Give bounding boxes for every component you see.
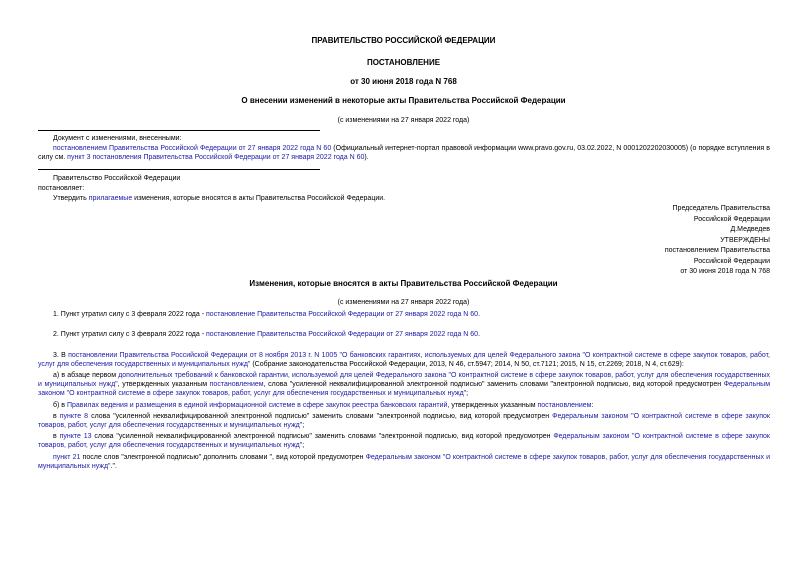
pb-mid: , утвержденных указанным — [447, 402, 538, 409]
pc-link-1[interactable]: пункте 8 — [59, 413, 89, 420]
changes-note-text — [38, 144, 770, 162]
annex-item-13 — [38, 432, 770, 450]
pb-link-1[interactable]: Правилах ведения и размещения в единой информационной системе в сфере закупок реестра банковских гарантий — [66, 402, 448, 409]
annex-subparagraph-b — [38, 401, 770, 410]
doc-title: О внесении изменений в некоторые акты Правительства Российской Федерации — [241, 96, 566, 105]
pd-link-2[interactable]: Федеральным законом "О контрактной системе в сфере закупок товаров, работ, услуг для обеспечения государственных и муниципальных нужд" — [38, 433, 770, 449]
changes-note-link-1[interactable]: постановлением Правительства Российской Федерации от 27 января 2022 года N 60 — [53, 145, 332, 152]
p1-link[interactable]: постановление Правительства Российской Федерации от 27 января 2022 года N 60 — [206, 311, 479, 318]
pa-end: ; — [466, 390, 469, 397]
annex-item-8 — [38, 412, 770, 430]
pa-link-2[interactable]: постановлением — [209, 381, 264, 388]
pa-link-1[interactable]: дополнительных требований к банковской гарантии, используемой для целей Федерального закона "О контрактной системе в сфере закупок товаров, работ, услуг для обеспечения государственных и муниципальных нужд" — [38, 372, 770, 388]
pa-mid-2: , слова "усиленной неквалифицированной электронной подписью" заменить словами "электронной подписью, вид которой предусмотрен — [263, 381, 724, 388]
signature-line-2: Российской Федерации — [693, 216, 770, 223]
annex-paragraph-1 — [53, 310, 480, 319]
doc-edition: (с изменениями на 27 января 2022 года) — [337, 117, 470, 124]
pe-link-2[interactable]: Федеральным законом "О контрактной системе в сфере закупок товаров, работ, услуг для обеспечения государственных и муниципальных нужд" — [38, 454, 771, 470]
approved-stamp: УТВЕРЖДЕНЫ — [720, 237, 770, 244]
annex-item-21 — [38, 453, 770, 471]
pd-mid: слова "усиленной неквалифицированной электронной подписью" заменить словами "электронной подписью, вид которой предусмотрен — [91, 433, 554, 440]
changes-note-link-2[interactable]: пункт 3 постановления Правительства Российской Федерации от 27 января 2022 года N 60 — [67, 154, 365, 161]
pd-link-1[interactable]: пункте 13 — [59, 433, 92, 440]
pe-mid: после слов "электронной подписью" дополнить словами ", вид которой предусмотрен — [80, 454, 366, 461]
body-line-1: Правительство Российской Федерации — [53, 175, 181, 182]
p3-end: (Собрание законодательства Российской Федерации, 2013, N 46, ст.5947; 2014, N 50, ст.7121; 2015, N 15, ст.2269; 2018, N 4, ст.629): — [250, 361, 684, 368]
body-line-2: постановляет: — [38, 185, 85, 192]
separator-line — [38, 130, 320, 131]
pc-link-2[interactable]: Федеральным законом "О контрактной системе в сфере закупок товаров, работ, услуг для обеспечения государственных и муниципальных нужд" — [38, 413, 770, 429]
government-heading: ПРАВИТЕЛЬСТВО РОССИЙСКОЙ ФЕДЕРАЦИИ — [311, 36, 496, 45]
annex-paragraph-2 — [53, 330, 480, 339]
pd-text: в — [53, 433, 60, 440]
pa-text: а) в абзаце первом — [53, 372, 119, 379]
changes-note-text-1: (Официальный интернет-портал правовой информации www.pravo.gov.ru, 03.02.2022, N 0001202202030005) (о порядке вступления в силу см. — [38, 145, 770, 161]
pb-text: б) в — [53, 402, 67, 409]
p2-text: 2. Пункт утратил силу с 3 февраля 2022 года - — [53, 331, 207, 338]
approved-line-3: Российской Федерации — [693, 258, 770, 265]
changes-note-label: Документ с изменениями, внесенными: — [53, 135, 182, 142]
annex-paragraph-3 — [38, 351, 770, 369]
signature-line-1: Председатель Правительства — [672, 205, 770, 212]
pa-link-3[interactable]: Федеральным законом "О контрактной системе в сфере закупок товаров, работ, услуг для обеспечения государственных и муниципальных нужд" — [38, 381, 770, 397]
p3-link[interactable]: постановлении Правительства Российской Федерации от 8 ноября 2013 г. N 1005 "О банковских гарантиях, используемых для целей Федерального закона "О контрактной системе в сфере закупок товаров, работ, услуг для обеспечения государственных и муниципальных нужд" — [38, 352, 770, 368]
p2-end: . — [478, 331, 481, 338]
pb-link-2[interactable]: постановлением — [537, 402, 592, 409]
pe-link-1[interactable]: пункт 21 — [53, 454, 81, 461]
p2-link[interactable]: постановление Правительства Российской Федерации от 27 января 2022 года N 60 — [206, 331, 479, 338]
separator-line — [38, 169, 320, 170]
changes-note-text-2: ). — [364, 154, 369, 161]
doc-date: от 30 июня 2018 года N 768 — [350, 77, 457, 86]
pc-mid: слова "усиленной неквалифицированной электронной подписью" заменить словами "электронной подписью, вид которой предусмотрен — [88, 413, 553, 420]
approve-text-post: изменения, которые вносятся в акты Правительства Российской Федерации. — [132, 195, 386, 202]
approve-text-pre: Утвердить — [53, 195, 89, 202]
pa-mid-1: , утвержденных указанным — [117, 381, 210, 388]
pc-end: ; — [302, 422, 305, 429]
pe-end: .". — [110, 463, 117, 470]
annex-edition: (с изменениями на 27 января 2022 года) — [337, 299, 470, 306]
annex-subparagraph-a — [38, 371, 770, 398]
approved-line-4: от 30 июня 2018 года N 768 — [680, 268, 770, 275]
p3-text: 3. В — [53, 352, 69, 359]
pd-end: ; — [302, 442, 305, 449]
annex-title: Изменения, которые вносятся в акты Правительства Российской Федерации — [249, 279, 558, 288]
doc-type-heading: ПОСТАНОВЛЕНИЕ — [366, 58, 441, 67]
signature-name: Д.Медведев — [730, 226, 770, 233]
p1-end: . — [478, 311, 481, 318]
pc-text: в — [53, 413, 60, 420]
approved-line-2: постановлением Правительства — [664, 247, 770, 254]
p1-text: 1. Пункт утратил силу с 3 февраля 2022 года - — [53, 311, 207, 318]
approve-link[interactable]: прилагаемые — [88, 195, 133, 202]
pb-end: : — [591, 402, 594, 409]
approve-paragraph — [53, 194, 385, 203]
